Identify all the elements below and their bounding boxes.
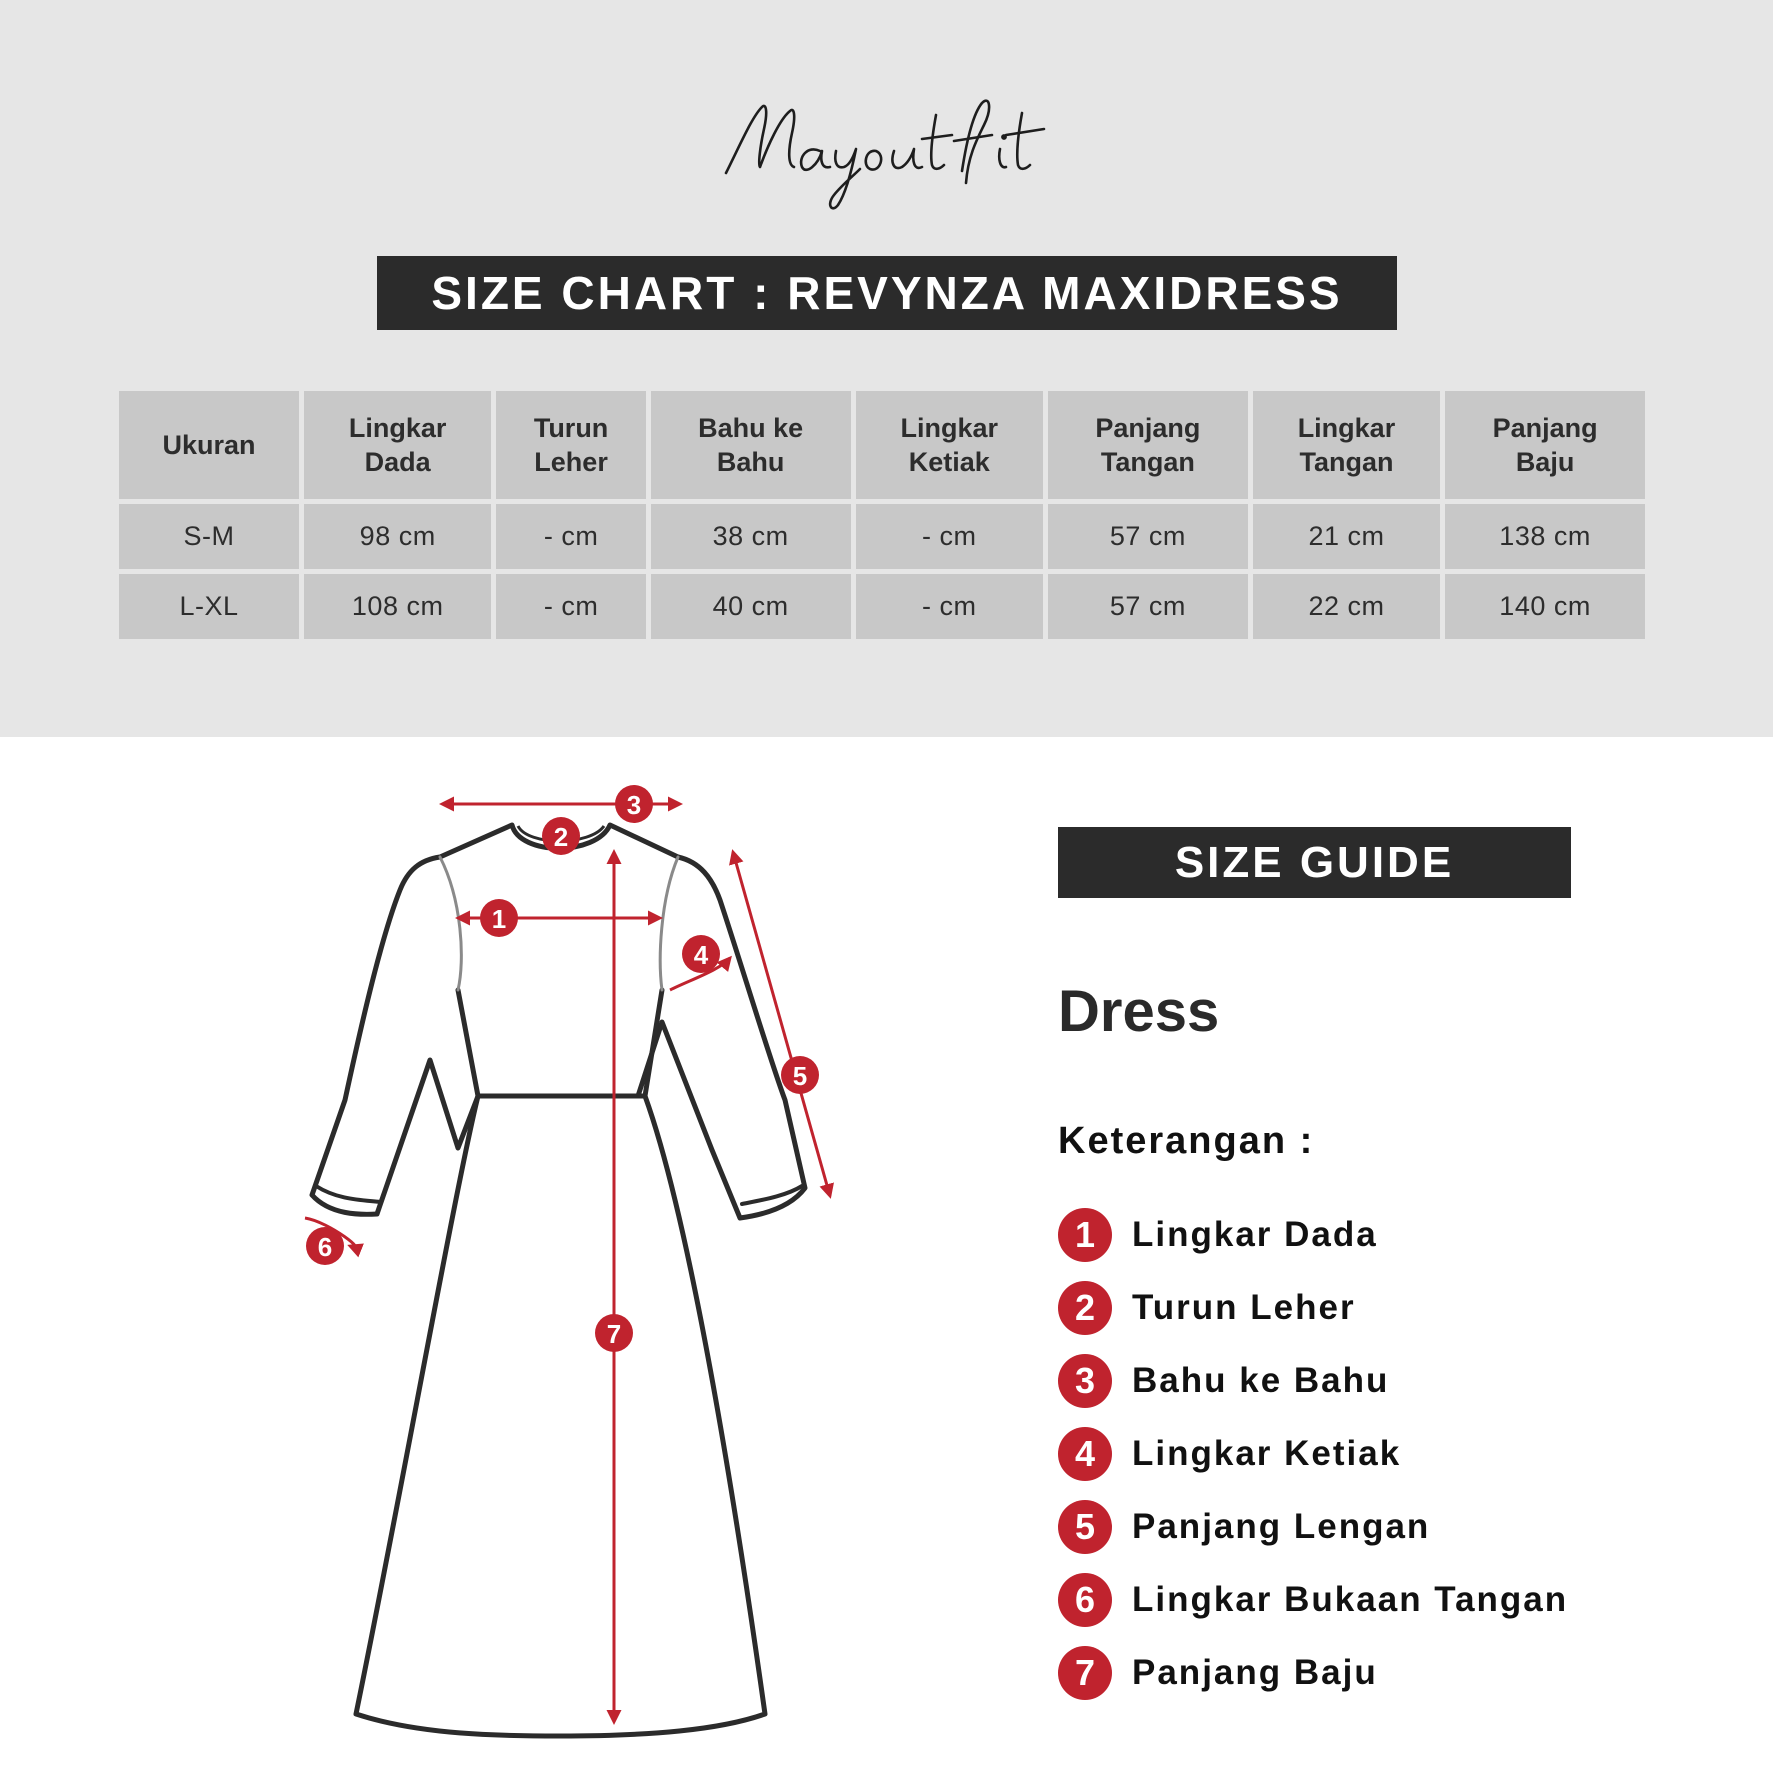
table-cell: 140 cm [1445, 574, 1645, 639]
list-item [1058, 1490, 1568, 1563]
legend-label: Panjang Baju [1132, 1652, 1378, 1692]
header-panjang-baju: Panjang Baju [1445, 391, 1645, 499]
size-guide-title: SIZE GUIDE [1058, 827, 1571, 898]
brand-logo [700, 85, 1080, 225]
table-cell: 98 cm [304, 504, 491, 569]
legend-label: Lingkar Dada [1132, 1214, 1378, 1254]
list-item [1058, 1636, 1568, 1709]
table-row [119, 574, 1645, 639]
marker-1 [480, 899, 518, 937]
table-cell: 22 cm [1253, 574, 1440, 639]
list-item [1058, 1198, 1568, 1271]
header-lingkar-ketiak: Lingkar Ketiak [856, 391, 1043, 499]
svg-text:2: 2 [553, 822, 569, 852]
legend-label: Lingkar Bukaan Tangan [1132, 1579, 1569, 1619]
measurement-legend [1058, 1198, 1568, 1709]
top-panel [0, 0, 1773, 737]
table-cell: 38 cm [651, 504, 851, 569]
size-chart-title: SIZE CHART : REVYNZA MAXIDRESS [377, 256, 1397, 330]
svg-text:7: 7 [606, 1319, 622, 1349]
legend-number-badge: 3 [1058, 1354, 1112, 1408]
legend-number-badge: 4 [1058, 1427, 1112, 1481]
marker-3 [615, 785, 653, 823]
header-lingkar-tangan: Lingkar Tangan [1253, 391, 1440, 499]
table-cell: - cm [496, 504, 645, 569]
guide-subheading: Keterangan : [1058, 1120, 1315, 1162]
table-cell: - cm [496, 574, 645, 639]
list-item [1058, 1417, 1568, 1490]
list-item [1058, 1271, 1568, 1344]
dress-outline [312, 825, 808, 1736]
marker-7 [595, 1314, 633, 1352]
svg-text:5: 5 [792, 1061, 808, 1091]
dress-diagram [290, 770, 850, 1740]
table-cell: - cm [856, 504, 1043, 569]
table-cell: 57 cm [1048, 504, 1248, 569]
table-header-row [119, 391, 1645, 499]
table-cell: L-XL [119, 574, 299, 639]
table-cell: 138 cm [1445, 504, 1645, 569]
table-cell: S-M [119, 504, 299, 569]
legend-label: Bahu ke Bahu [1132, 1360, 1390, 1400]
legend-label: Lingkar Ketiak [1132, 1433, 1402, 1473]
table-cell: 57 cm [1048, 574, 1248, 639]
legend-label: Panjang Lengan [1132, 1506, 1431, 1546]
header-bahu-ke-bahu: Bahu ke Bahu [651, 391, 851, 499]
svg-text:1: 1 [491, 904, 507, 934]
svg-text:6: 6 [317, 1232, 333, 1262]
header-lingkar-dada: Lingkar Dada [304, 391, 491, 499]
legend-number-badge: 7 [1058, 1646, 1112, 1700]
list-item [1058, 1344, 1568, 1417]
legend-number-badge: 1 [1058, 1208, 1112, 1262]
legend-number-badge: 5 [1058, 1500, 1112, 1554]
legend-number-badge: 6 [1058, 1573, 1112, 1627]
svg-text:4: 4 [693, 940, 709, 970]
marker-5 [781, 1056, 819, 1094]
table-cell: 21 cm [1253, 504, 1440, 569]
table-row [119, 504, 1645, 569]
legend-label: Turun Leher [1132, 1287, 1356, 1327]
list-item [1058, 1563, 1568, 1636]
table-cell: 108 cm [304, 574, 491, 639]
size-table [114, 386, 1650, 644]
header-ukuran: Ukuran [119, 391, 299, 499]
table-cell: 40 cm [651, 574, 851, 639]
header-turun-leher: Turun Leher [496, 391, 645, 499]
marker-6 [306, 1227, 344, 1265]
marker-4 [682, 935, 720, 973]
guide-heading: Dress [1058, 979, 1220, 1044]
legend-number-badge: 2 [1058, 1281, 1112, 1335]
marker-2 [542, 817, 580, 855]
header-panjang-tangan: Panjang Tangan [1048, 391, 1248, 499]
table-cell: - cm [856, 574, 1043, 639]
svg-text:3: 3 [626, 790, 642, 820]
